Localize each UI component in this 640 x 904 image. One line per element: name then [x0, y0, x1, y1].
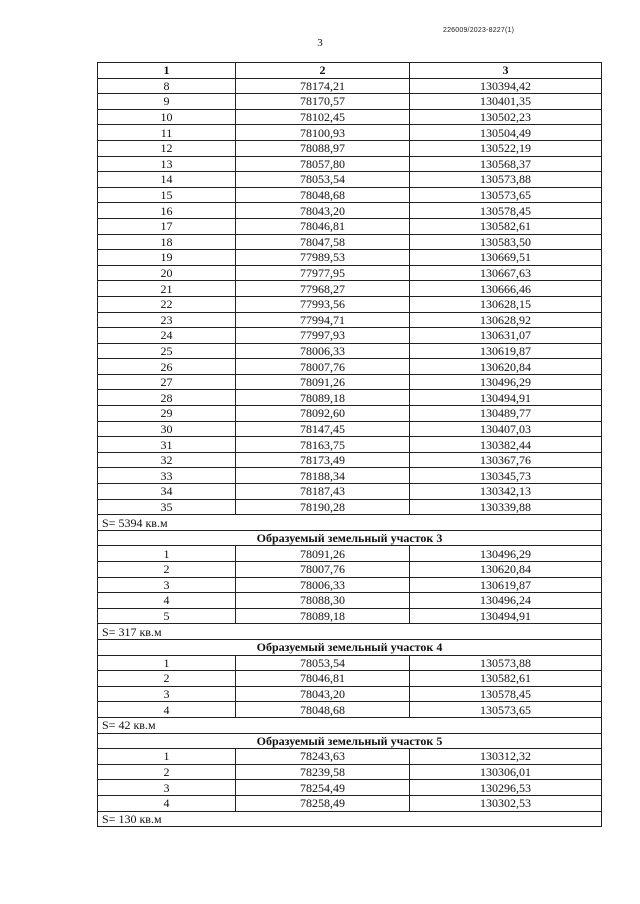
x-coordinate-cell: 78053,54	[236, 655, 410, 671]
point-number-cell: 23	[98, 312, 236, 328]
point-number-cell: 35	[98, 499, 236, 515]
table-row	[98, 187, 602, 203]
area-value: S= 42 кв.м	[98, 717, 602, 733]
y-coordinate-cell: 130382,44	[410, 437, 602, 453]
x-coordinate-cell: 78043,20	[236, 203, 410, 219]
y-coordinate-cell: 130573,88	[410, 172, 602, 188]
table-row	[98, 203, 602, 219]
table-row	[98, 156, 602, 172]
x-coordinate-cell: 78089,18	[236, 608, 410, 624]
x-coordinate-cell: 78089,18	[236, 390, 410, 406]
x-coordinate-cell: 78046,81	[236, 218, 410, 234]
document-number: 226009/2023-8227(1)	[443, 27, 515, 34]
header-col-2: 2	[236, 63, 410, 79]
coordinates-table-body	[98, 63, 602, 827]
table-row	[98, 328, 602, 344]
x-coordinate-cell: 78048,68	[236, 187, 410, 203]
point-number-cell: 16	[98, 203, 236, 219]
table-row	[98, 749, 602, 765]
x-coordinate-cell: 77994,71	[236, 312, 410, 328]
x-coordinate-cell: 78006,33	[236, 577, 410, 593]
area-value: S= 130 кв.м	[98, 811, 602, 827]
point-number-cell: 1	[98, 546, 236, 562]
point-number-cell: 2	[98, 671, 236, 687]
y-coordinate-cell: 130494,91	[410, 608, 602, 624]
y-coordinate-cell: 130628,15	[410, 296, 602, 312]
table-row	[98, 655, 602, 671]
y-coordinate-cell: 130667,63	[410, 265, 602, 281]
area-row	[98, 515, 602, 531]
x-coordinate-cell: 77989,53	[236, 250, 410, 266]
x-coordinate-cell: 78043,20	[236, 686, 410, 702]
point-number-cell: 19	[98, 250, 236, 266]
table-row	[98, 265, 602, 281]
table-row	[98, 562, 602, 578]
x-coordinate-cell: 78243,63	[236, 749, 410, 765]
point-number-cell: 5	[98, 608, 236, 624]
point-number-cell: 1	[98, 749, 236, 765]
x-coordinate-cell: 78190,28	[236, 499, 410, 515]
point-number-cell: 25	[98, 343, 236, 359]
y-coordinate-cell: 130573,65	[410, 702, 602, 718]
table-row	[98, 593, 602, 609]
x-coordinate-cell: 78100,93	[236, 125, 410, 141]
x-coordinate-cell: 78102,45	[236, 109, 410, 125]
x-coordinate-cell: 78047,58	[236, 234, 410, 250]
x-coordinate-cell: 78188,34	[236, 468, 410, 484]
table-row	[98, 359, 602, 375]
table-row	[98, 702, 602, 718]
section-title: Образуемый земельный участок 3	[98, 530, 602, 546]
table-row	[98, 484, 602, 500]
table-row	[98, 780, 602, 796]
table-row	[98, 172, 602, 188]
y-coordinate-cell: 130578,45	[410, 686, 602, 702]
y-coordinate-cell: 130339,88	[410, 499, 602, 515]
point-number-cell: 34	[98, 484, 236, 500]
y-coordinate-cell: 130522,19	[410, 140, 602, 156]
x-coordinate-cell: 78091,26	[236, 546, 410, 562]
point-number-cell: 33	[98, 468, 236, 484]
coordinates-table	[97, 62, 602, 827]
point-number-cell: 4	[98, 702, 236, 718]
x-coordinate-cell: 78147,45	[236, 421, 410, 437]
y-coordinate-cell: 130407,03	[410, 421, 602, 437]
table-row	[98, 546, 602, 562]
y-coordinate-cell: 130345,73	[410, 468, 602, 484]
point-number-cell: 2	[98, 764, 236, 780]
header-col-3: 3	[410, 63, 602, 79]
y-coordinate-cell: 130631,07	[410, 328, 602, 344]
y-coordinate-cell: 130583,50	[410, 234, 602, 250]
x-coordinate-cell: 78092,60	[236, 406, 410, 422]
y-coordinate-cell: 130582,61	[410, 671, 602, 687]
area-row	[98, 717, 602, 733]
table-row	[98, 577, 602, 593]
y-coordinate-cell: 130666,46	[410, 281, 602, 297]
y-coordinate-cell: 130302,53	[410, 795, 602, 811]
y-coordinate-cell: 130628,92	[410, 312, 602, 328]
y-coordinate-cell: 130496,24	[410, 593, 602, 609]
point-number-cell: 27	[98, 374, 236, 390]
y-coordinate-cell: 130573,65	[410, 187, 602, 203]
table-row	[98, 795, 602, 811]
table-row	[98, 109, 602, 125]
point-number-cell: 3	[98, 577, 236, 593]
y-coordinate-cell: 130496,29	[410, 546, 602, 562]
area-value: S= 5394 кв.м	[98, 515, 602, 531]
point-number-cell: 3	[98, 686, 236, 702]
y-coordinate-cell: 130394,42	[410, 78, 602, 94]
y-coordinate-cell: 130296,53	[410, 780, 602, 796]
y-coordinate-cell: 130620,84	[410, 562, 602, 578]
x-coordinate-cell: 77968,27	[236, 281, 410, 297]
table-row	[98, 78, 602, 94]
point-number-cell: 20	[98, 265, 236, 281]
page-number: 3	[317, 37, 323, 49]
point-number-cell: 11	[98, 125, 236, 141]
table-row	[98, 608, 602, 624]
point-number-cell: 24	[98, 328, 236, 344]
table-row	[98, 421, 602, 437]
x-coordinate-cell: 78258,49	[236, 795, 410, 811]
y-coordinate-cell: 130502,23	[410, 109, 602, 125]
header-col-1: 1	[98, 63, 236, 79]
point-number-cell: 3	[98, 780, 236, 796]
section-title: Образуемый земельный участок 5	[98, 733, 602, 749]
point-number-cell: 29	[98, 406, 236, 422]
point-number-cell: 15	[98, 187, 236, 203]
x-coordinate-cell: 78057,80	[236, 156, 410, 172]
table-row	[98, 437, 602, 453]
table-row	[98, 234, 602, 250]
x-coordinate-cell: 78088,30	[236, 593, 410, 609]
point-number-cell: 26	[98, 359, 236, 375]
table-row	[98, 452, 602, 468]
point-number-cell: 9	[98, 94, 236, 110]
point-number-cell: 13	[98, 156, 236, 172]
x-coordinate-cell: 77977,95	[236, 265, 410, 281]
x-coordinate-cell: 78007,76	[236, 562, 410, 578]
section-title-row	[98, 639, 602, 655]
y-coordinate-cell: 130504,49	[410, 125, 602, 141]
table-row	[98, 140, 602, 156]
x-coordinate-cell: 77997,93	[236, 328, 410, 344]
table-row	[98, 406, 602, 422]
y-coordinate-cell: 130573,88	[410, 655, 602, 671]
y-coordinate-cell: 130401,35	[410, 94, 602, 110]
point-number-cell: 32	[98, 452, 236, 468]
x-coordinate-cell: 77993,56	[236, 296, 410, 312]
y-coordinate-cell: 130669,51	[410, 250, 602, 266]
y-coordinate-cell: 130619,87	[410, 343, 602, 359]
point-number-cell: 10	[98, 109, 236, 125]
point-number-cell: 31	[98, 437, 236, 453]
y-coordinate-cell: 130489,77	[410, 406, 602, 422]
x-coordinate-cell: 78163,75	[236, 437, 410, 453]
x-coordinate-cell: 78046,81	[236, 671, 410, 687]
x-coordinate-cell: 78048,68	[236, 702, 410, 718]
y-coordinate-cell: 130494,91	[410, 390, 602, 406]
area-value: S= 317 кв.м	[98, 624, 602, 640]
section-title-row	[98, 530, 602, 546]
x-coordinate-cell: 78239,58	[236, 764, 410, 780]
point-number-cell: 28	[98, 390, 236, 406]
point-number-cell: 14	[98, 172, 236, 188]
point-number-cell: 18	[98, 234, 236, 250]
table-row	[98, 343, 602, 359]
table-row	[98, 94, 602, 110]
y-coordinate-cell: 130578,45	[410, 203, 602, 219]
table-row	[98, 390, 602, 406]
point-number-cell: 2	[98, 562, 236, 578]
table-row	[98, 296, 602, 312]
section-title: Образуемый земельный участок 4	[98, 639, 602, 655]
point-number-cell: 21	[98, 281, 236, 297]
point-number-cell: 22	[98, 296, 236, 312]
section-title-row	[98, 733, 602, 749]
x-coordinate-cell: 78091,26	[236, 374, 410, 390]
point-number-cell: 4	[98, 593, 236, 609]
point-number-cell: 12	[98, 140, 236, 156]
y-coordinate-cell: 130312,32	[410, 749, 602, 765]
table-row	[98, 468, 602, 484]
table-row	[98, 250, 602, 266]
y-coordinate-cell: 130582,61	[410, 218, 602, 234]
area-row	[98, 624, 602, 640]
x-coordinate-cell: 78173,49	[236, 452, 410, 468]
x-coordinate-cell: 78170,57	[236, 94, 410, 110]
x-coordinate-cell: 78187,43	[236, 484, 410, 500]
table-row	[98, 374, 602, 390]
y-coordinate-cell: 130306,01	[410, 764, 602, 780]
x-coordinate-cell: 78174,21	[236, 78, 410, 94]
point-number-cell: 17	[98, 218, 236, 234]
table-row	[98, 499, 602, 515]
y-coordinate-cell: 130496,29	[410, 374, 602, 390]
point-number-cell: 8	[98, 78, 236, 94]
x-coordinate-cell: 78254,49	[236, 780, 410, 796]
x-coordinate-cell: 78088,97	[236, 140, 410, 156]
point-number-cell: 30	[98, 421, 236, 437]
area-row	[98, 811, 602, 827]
y-coordinate-cell: 130620,84	[410, 359, 602, 375]
x-coordinate-cell: 78007,76	[236, 359, 410, 375]
table-row	[98, 125, 602, 141]
point-number-cell: 4	[98, 795, 236, 811]
table-row	[98, 218, 602, 234]
table-row	[98, 671, 602, 687]
y-coordinate-cell: 130367,76	[410, 452, 602, 468]
table-row	[98, 281, 602, 297]
table-row	[98, 764, 602, 780]
table-row	[98, 686, 602, 702]
point-number-cell: 1	[98, 655, 236, 671]
y-coordinate-cell: 130568,37	[410, 156, 602, 172]
header-row	[98, 63, 602, 79]
y-coordinate-cell: 130619,87	[410, 577, 602, 593]
x-coordinate-cell: 78006,33	[236, 343, 410, 359]
y-coordinate-cell: 130342,13	[410, 484, 602, 500]
x-coordinate-cell: 78053,54	[236, 172, 410, 188]
table-row	[98, 312, 602, 328]
